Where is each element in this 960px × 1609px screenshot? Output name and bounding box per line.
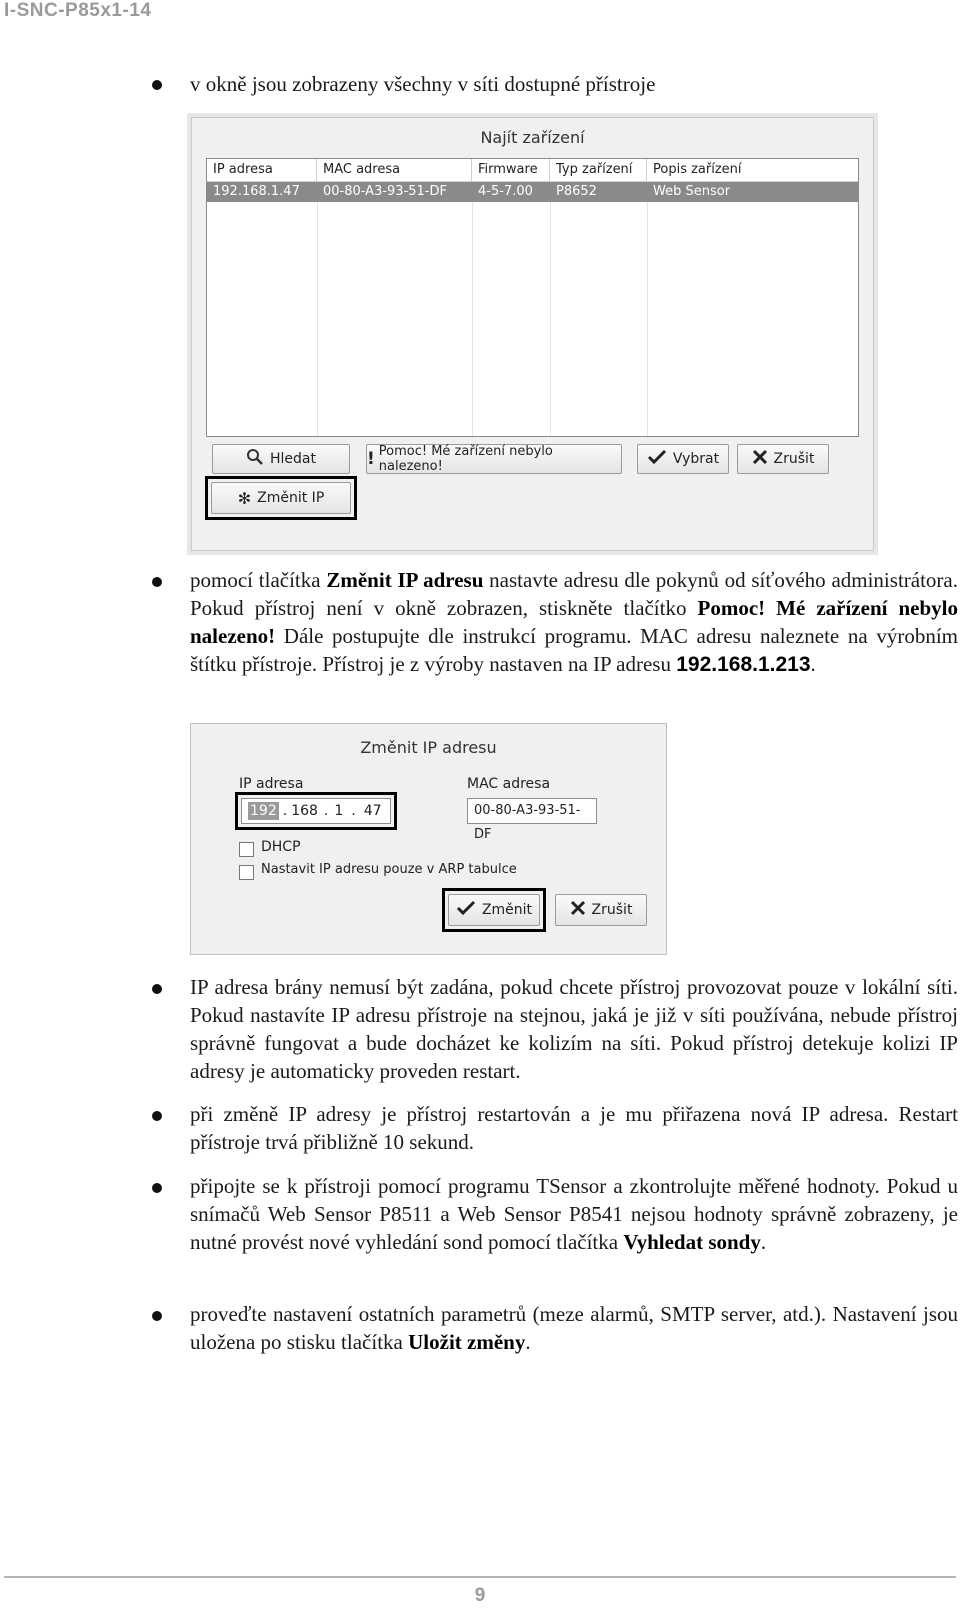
change-ip-dialog — [190, 723, 667, 955]
device-row[interactable] — [207, 182, 858, 202]
select-button-label: Vybrat — [672, 451, 720, 467]
text-run: Dále postupujte dle instrukcí programu. MAC adresu naleznete na výrobním štítku přístroje. Přístroj je z výroby nastaven na IP adresu — [190, 624, 958, 676]
help-button[interactable] — [366, 444, 622, 474]
search-button-label: Hledat — [270, 451, 316, 467]
close-icon — [752, 449, 768, 469]
bold-run: Uložit změny — [408, 1330, 526, 1354]
dhcp-label: DHCP — [261, 839, 301, 855]
text-run: připojte se k přístroji pomocí programu TSensor a zkontrolujte měřené hodnoty. Pokud u snímačů Web Sensor P8511 a Web Sensor P8541 nejsou hodnoty správně zobrazeny, je nutné provést nové vyhledání sond pomocí tlačítka — [190, 1174, 958, 1254]
settings-note — [190, 1300, 958, 1356]
cancel-button[interactable] — [555, 894, 647, 926]
ip-separator: . — [351, 803, 356, 819]
ip-octet-2[interactable]: 168 — [291, 803, 318, 819]
restart-note: při změně IP adresy je přístroj restartován a je mu přiřazena nová IP adresa. Restart přístroje trvá přibližně 10 sekund. — [190, 1102, 958, 1154]
bullet-dot — [152, 1183, 162, 1193]
cancel-button[interactable] — [737, 444, 829, 474]
change-ip-instructions — [190, 566, 958, 679]
text-run: nastavte adresu dle pokynů od síťového administrátora. Pokud přístroj není v okně zobrazen, stiskněte tlačítko — [190, 568, 958, 620]
cancel-button-label: Zrušit — [773, 451, 815, 467]
text-run: . — [810, 652, 816, 676]
ip-separator: . — [323, 803, 329, 819]
column-header-firmware[interactable]: Firmware — [472, 159, 550, 181]
exclamation-icon: ! — [367, 449, 375, 469]
bold-run: Změnit IP adresu — [326, 568, 484, 592]
text-run: . — [525, 1330, 531, 1354]
find-device-dialog — [191, 117, 874, 551]
change-ip-button-label: Změnit IP — [257, 490, 325, 506]
device-list-header — [207, 159, 858, 182]
cell-type: P8652 — [556, 184, 597, 199]
column-divider — [317, 181, 318, 436]
document-id: I-SNC-P85x1-14 — [4, 0, 152, 21]
select-button[interactable] — [637, 444, 729, 474]
bold-run: Vyhledat sondy — [623, 1230, 761, 1254]
help-button-label: Pomoc! Mé zařízení nebylo nalezeno! — [378, 444, 553, 474]
bold-run: 192.168.1.213 — [676, 653, 811, 676]
ip-octet-1[interactable]: 192 — [250, 803, 277, 819]
close-icon — [570, 900, 586, 920]
device-list[interactable] — [206, 158, 859, 437]
cell-firmware: 4-5-7.00 — [478, 184, 533, 199]
gear-icon: ✻ — [237, 488, 252, 508]
column-header-mac[interactable]: MAC adresa — [317, 159, 472, 181]
cell-mac: 00-80-A3-93-51-DF — [323, 184, 447, 199]
bullet-dot — [152, 1311, 162, 1321]
text-run: . — [760, 1230, 767, 1254]
change-button[interactable] — [448, 894, 540, 926]
tsensor-note — [190, 1172, 958, 1256]
footer-divider — [4, 1576, 956, 1578]
bold-run: Pomoc! Mé zařízení nebylo nalezeno! — [190, 596, 958, 648]
bullet-dot — [152, 80, 162, 90]
column-divider — [472, 181, 473, 436]
arp-label: Nastavit IP adresu pouze v ARP tabulce — [261, 862, 517, 877]
dhcp-checkbox[interactable] — [239, 842, 254, 857]
page-number: 9 — [474, 1585, 486, 1606]
bullet-dot — [152, 577, 162, 587]
ip-separator: . — [282, 803, 288, 819]
column-header-description[interactable]: Popis zařízení — [653, 162, 742, 177]
mac-label: MAC adresa — [467, 776, 551, 792]
magnifier-icon — [246, 448, 264, 470]
ip-octet-4[interactable]: 47 — [363, 803, 382, 819]
cell-ip: 192.168.1.47 — [213, 184, 300, 199]
checkmark-icon — [456, 900, 476, 920]
gateway-note: IP adresa brány nemusí být zadána, pokud chcete přístroj provozovat pouze v lokální síti. Pokud nastavíte IP adresu přístroje na stejnou, jaká je již v síti používána, nebude přístroj správně fungovat a bude docházet ke kolizím na síti. Pokud přístroj detekuje kolizi IP adresy je automaticky proveden restart. — [190, 975, 958, 1083]
ip-label: IP adresa — [239, 776, 304, 792]
column-divider — [647, 181, 648, 436]
column-header-type[interactable]: Typ zařízení — [550, 159, 647, 181]
change-ip-button[interactable] — [211, 482, 351, 514]
text-run: pomocí tlačítka — [190, 568, 327, 592]
text-run: proveďte nastavení ostatních parametrů (meze alarmů, SMTP server, atd.). Nastavení jsou uložena po stisku tlačítka — [190, 1302, 958, 1354]
dialog-title: Najít zařízení — [480, 128, 585, 147]
mac-address-field[interactable]: 00-80-A3-93-51-DF — [467, 798, 597, 824]
change-button-label: Změnit — [481, 902, 533, 918]
checkmark-icon — [647, 449, 667, 469]
ip-address-input[interactable] — [241, 798, 391, 824]
ip-octet-3[interactable]: 1 — [334, 803, 344, 819]
bullet-dot — [152, 1111, 162, 1121]
cancel-button-label: Zrušit — [591, 902, 633, 918]
bullet-dot — [152, 984, 162, 994]
bullet-text: v okně jsou zobrazeny všechny v síti dostupné přístroje — [190, 72, 656, 96]
search-button[interactable] — [212, 444, 350, 474]
dialog-title: Změnit IP adresu — [360, 738, 497, 757]
column-header-ip[interactable]: IP adresa — [207, 159, 317, 181]
column-divider — [550, 181, 551, 436]
cell-description: Web Sensor — [653, 184, 731, 199]
arp-checkbox[interactable] — [239, 865, 254, 880]
